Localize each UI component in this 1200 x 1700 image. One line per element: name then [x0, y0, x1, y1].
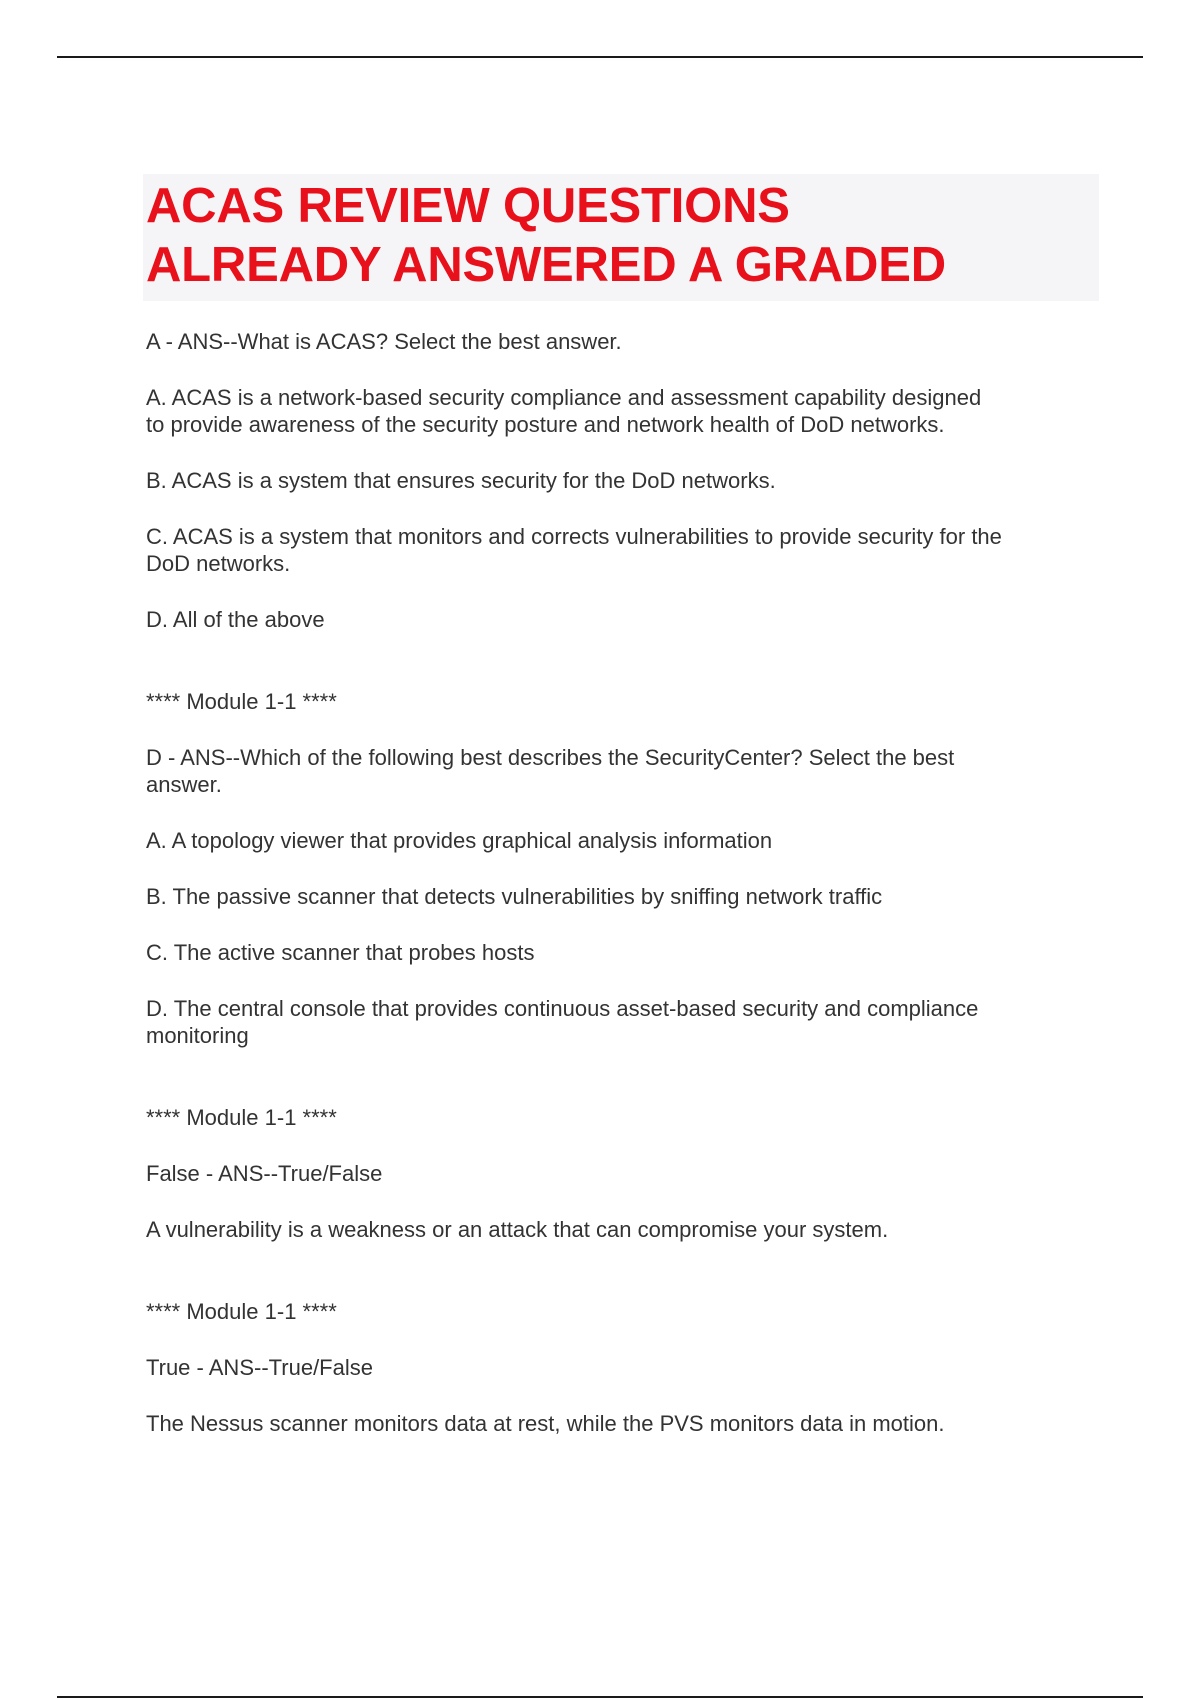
- question-1-option-c: C. ACAS is a system that monitors and corrects vulnerabilities to provide security for the DoD networks.: [146, 524, 1002, 576]
- document-body: [146, 174, 1096, 1437]
- question-1: A - ANS--What is ACAS? Select the best answer.: [146, 329, 622, 354]
- question-2-option-c: C. The active scanner that probes hosts: [146, 940, 535, 965]
- title-block: [143, 174, 1099, 301]
- question-4-statement: The Nessus scanner monitors data at rest, while the PVS monitors data in motion.: [146, 1411, 945, 1436]
- bottom-rule: [57, 1696, 1143, 1698]
- question-2-option-d: D. The central console that provides continuous asset-based security and compliance monitoring: [146, 996, 979, 1048]
- title-line-2: ALREADY ANSWERED A GRADED: [146, 238, 946, 292]
- document-title: [146, 177, 1096, 295]
- question-2: D - ANS--Which of the following best describes the SecurityCenter? Select the best answer.: [146, 745, 955, 797]
- question-3: False - ANS--True/False: [146, 1161, 383, 1186]
- question-2-option-a: A. A topology viewer that provides graphical analysis information: [146, 828, 773, 853]
- top-rule: [57, 56, 1143, 58]
- question-1-option-d: D. All of the above: [146, 607, 325, 632]
- question-4: True - ANS--True/False: [146, 1355, 373, 1380]
- question-3-statement: A vulnerability is a weakness or an attack that can compromise your system.: [146, 1217, 889, 1242]
- question-2-option-b: B. The passive scanner that detects vulnerabilities by sniffing network traffic: [146, 884, 883, 909]
- module-label-3: **** Module 1-1 ****: [146, 1299, 337, 1324]
- question-1-option-b: B. ACAS is a system that ensures security for the DoD networks.: [146, 468, 776, 493]
- module-label-2: **** Module 1-1 ****: [146, 1105, 337, 1130]
- title-line-1: ACAS REVIEW QUESTIONS: [146, 179, 790, 233]
- question-1-option-a: A. ACAS is a network-based security compliance and assessment capability designed to provide awareness of the security posture and network health of DoD networks.: [146, 385, 982, 437]
- module-label-1: **** Module 1-1 ****: [146, 689, 337, 714]
